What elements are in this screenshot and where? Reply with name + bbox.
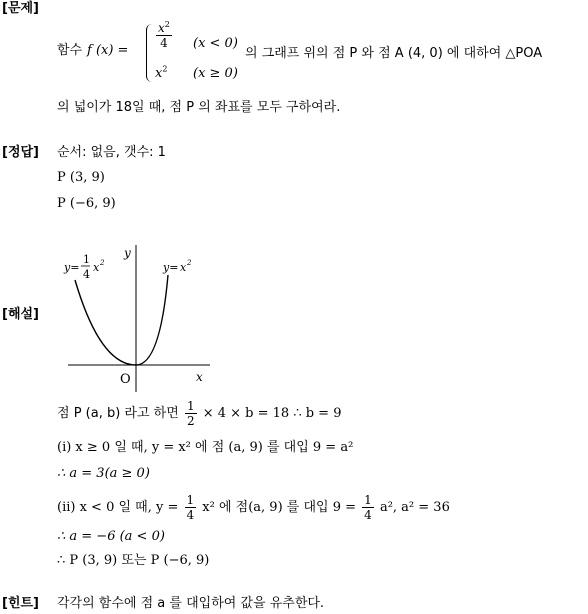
case1-expression [154,22,174,49]
explanation-step5: ∴ a = −6 (a < 0) [57,529,165,544]
problem-line2: 의 넓이가 18일 때, 점 P 의 좌표를 모두 구하여라. [57,100,341,115]
case2-condition: (x ≥ 0) [193,66,238,81]
hint-tag: [힌트] [2,596,39,611]
svg-text:2: 2 [187,259,192,267]
right-parabola-curve [136,275,168,365]
problem-tag: [문제] [2,1,39,16]
svg-text:1: 1 [83,253,90,266]
svg-text:4: 4 [83,268,90,281]
left-curve-label [63,253,105,281]
origin-label: O [120,372,131,387]
explanation-step4: (ii) x < 0 일 때, y = $\frac{1}{4}$ x² 에 점(a, 9) 를 대입 9 = $\frac{1}{4}$ a², a² = 36 [57,493,450,522]
left-parabola-curve [75,280,136,365]
svg-text:x: x [180,261,187,274]
svg-text:y=: y= [163,261,179,274]
right-curve-label [162,259,192,274]
case1-condition: (x < 0) [193,36,238,51]
explanation-step1: 점 P (a, b) 라고 하면 $\frac{1}{2}$ × 4 × b = 18 ∴ b = 9 [57,399,342,428]
explanation-step3: ∴ a = 3(a ≥ 0) [57,466,150,481]
answer-tag: [정답] [2,145,39,160]
answer-item-1: P (3, 9) [57,170,105,185]
answer-item-2: P (−6, 9) [57,196,116,211]
explanation-tag: [해설] [2,307,39,322]
svg-text:x: x [93,261,100,274]
explanation-step2: (i) x ≥ 0 일 때, y = x² 에 점 (a, 9) 를 대입 9 = a² [57,440,354,455]
hint-text: 각각의 함수에 점 a 를 대입하여 값을 유추한다. [57,596,325,611]
problem-text-after: 의 그래프 위의 점 P 와 점 A (4, 0) 에 대하여 △POA [245,46,543,61]
answer-order-line: 순서: 없음, 갯수: 1 [57,145,166,160]
parabola-graph [60,235,220,395]
case1-fraction: $\frac{x^2}{4}$ [158,20,170,50]
x-axis-label: x [196,370,203,384]
y-axis-label: y [124,246,131,260]
svg-text:y=: y= [64,261,80,274]
cases-brace [146,24,153,82]
svg-text:2: 2 [100,259,105,267]
function-lhs: f (x) = [87,43,129,58]
explanation-step6: ∴ P (3, 9) 또는 P (−6, 9) [57,553,210,568]
problem-intro: 함수 [57,43,83,58]
case2-expression: $x^2$ [155,64,168,81]
